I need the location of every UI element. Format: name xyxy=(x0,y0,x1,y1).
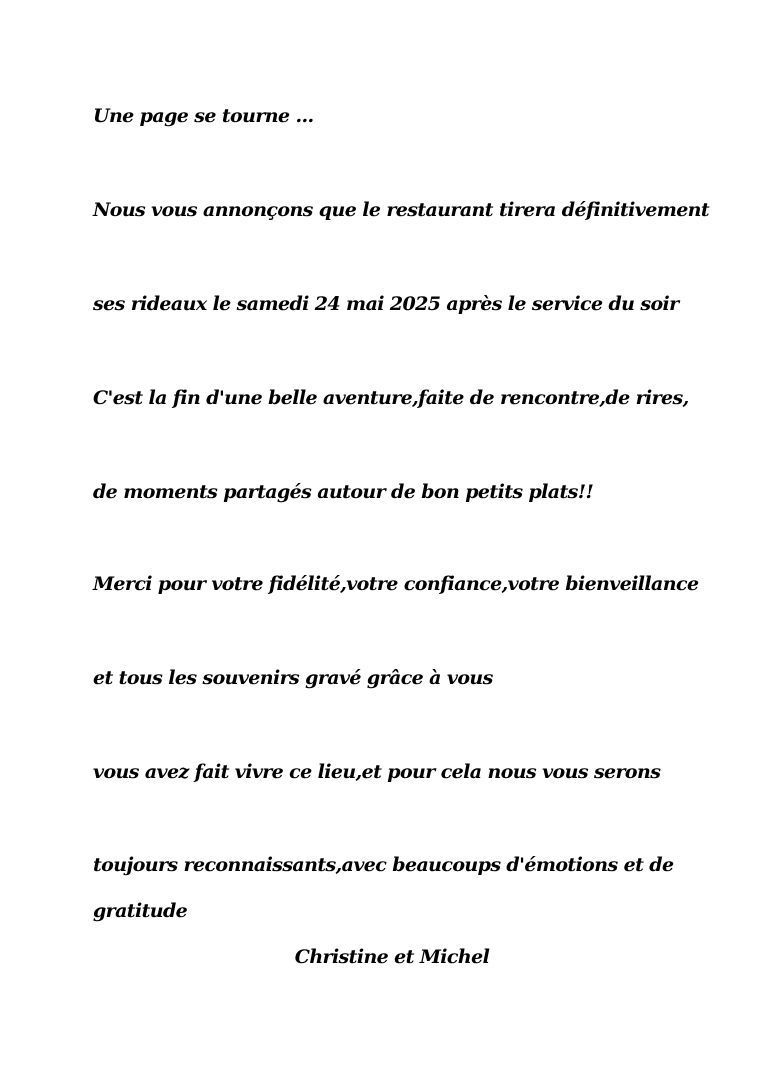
letter-line: Nous vous annonçons que le restaurant tirera définitivement xyxy=(93,199,710,221)
letter-line: toujours reconnaissants,avec beaucoups d'émotions et de xyxy=(93,854,674,876)
letter-line: ses rideaux le samedi 24 mai 2025 après le service du soir xyxy=(93,293,679,315)
letter-heading: Une page se tourne ... xyxy=(93,105,314,127)
letter-line: C'est la fin d'une belle aventure,faite de rencontre,de rires, xyxy=(93,387,689,409)
letter-signature: Christine et Michel xyxy=(294,946,490,968)
letter-line: Merci pour votre fidélité,votre confiance,votre bienveillance xyxy=(93,573,699,595)
letter-line: et tous les souvenirs gravé grâce à vous xyxy=(93,667,493,689)
letter-line: vous avez fait vivre ce lieu,et pour cela nous vous serons xyxy=(93,761,661,783)
letter-line: de moments partagés autour de bon petits plats!! xyxy=(93,481,594,503)
letter-line: gratitude xyxy=(93,900,188,922)
